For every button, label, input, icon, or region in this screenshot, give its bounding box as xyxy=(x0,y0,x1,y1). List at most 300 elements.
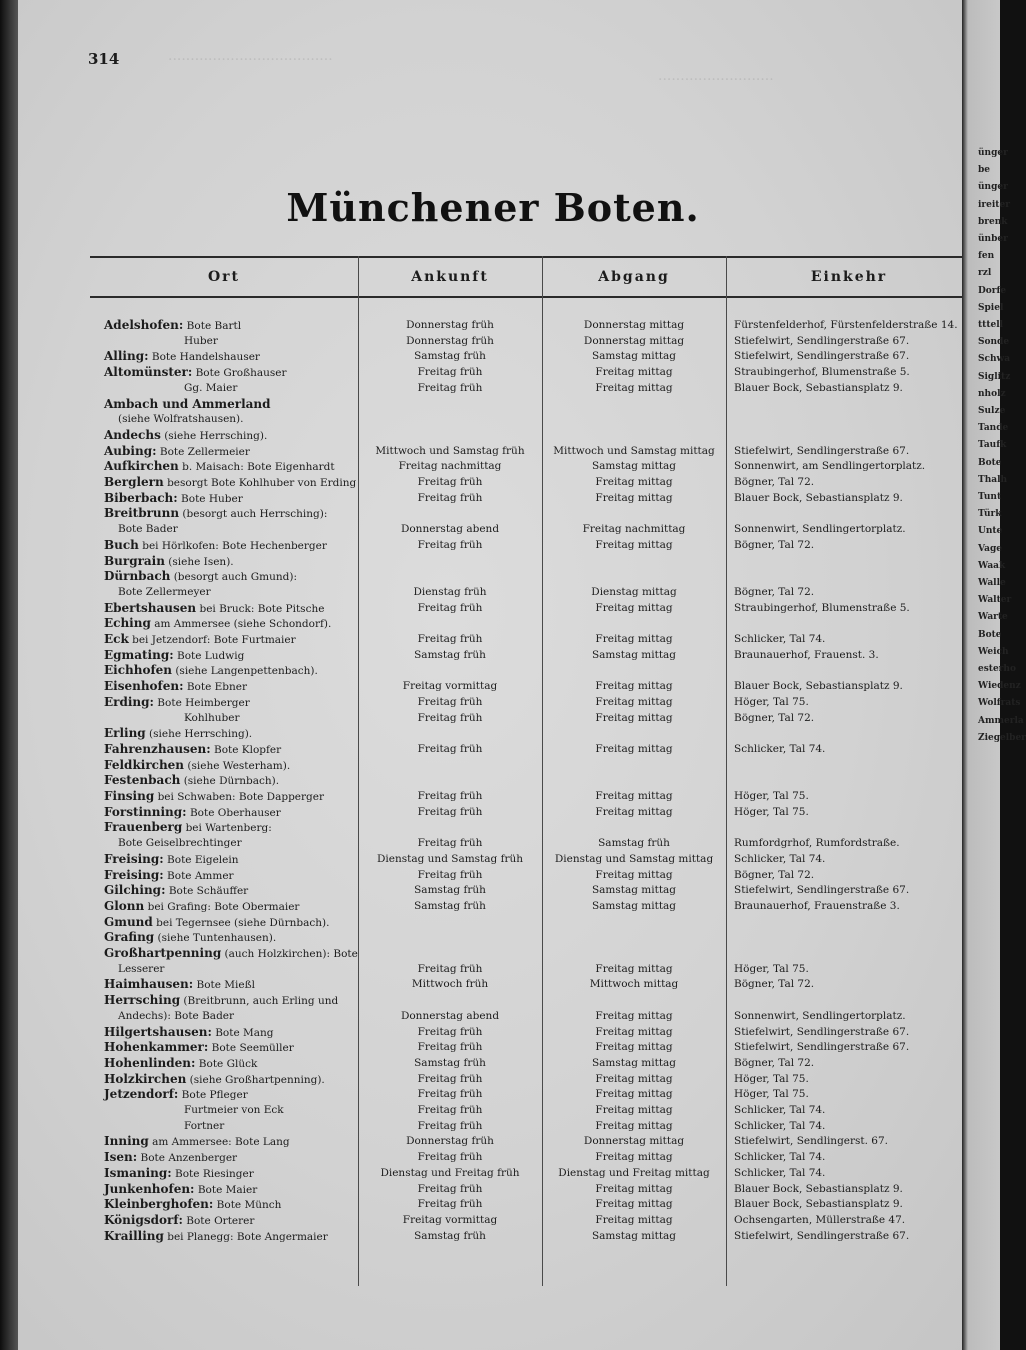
place-name: Biberbach: xyxy=(104,490,178,505)
cell-ankunft: Freitag früh xyxy=(417,538,483,551)
cell-einkehr: Braunauerhof, Frauenstraße 3. xyxy=(734,899,900,912)
margin-fragment: Wolfrats xyxy=(978,698,1021,709)
cell-einkehr: Schlicker, Tal 74. xyxy=(734,742,826,755)
place-detail: Lesserer xyxy=(118,962,165,975)
table-row xyxy=(90,805,972,821)
cell-ankunft: Freitag früh xyxy=(417,837,483,850)
cell-ankunft: Freitag früh xyxy=(417,1198,483,1211)
place-detail: Kohlhuber xyxy=(184,711,240,724)
cell-ort xyxy=(104,1229,358,1246)
cell-abgang: Freitag mittag xyxy=(595,805,673,818)
cell-einkehr: Blauer Bock, Sebastiansplatz 9. xyxy=(734,680,903,693)
cell-ankunft: Freitag früh xyxy=(417,742,483,755)
place-detail: b. Maisach: Bote Eigenhardt xyxy=(178,461,335,474)
table-row xyxy=(90,601,972,617)
cell-abgang: Freitag mittag xyxy=(595,711,673,724)
cell-einkehr: Sonnenwirt, Sendlingertorplatz. xyxy=(734,523,906,536)
cell-ort xyxy=(104,412,372,428)
cell-einkehr: Rumfordgrhof, Rumfordstraße. xyxy=(734,837,900,850)
table-row xyxy=(90,1087,972,1103)
cell-abgang: Samstag mittag xyxy=(591,648,677,661)
cell-abgang: Freitag mittag xyxy=(595,1182,673,1195)
table-row xyxy=(90,915,972,931)
cell-abgang: Freitag mittag xyxy=(595,491,673,504)
table-row xyxy=(90,836,972,852)
cell-abgang: Samstag mittag xyxy=(591,460,677,473)
cell-einkehr: Höger, Tal 75. xyxy=(734,962,809,975)
place-detail: Bote Glück xyxy=(195,1057,258,1070)
cell-abgang: Freitag mittag xyxy=(595,1025,673,1038)
place-detail: bei Schwaben: Bote Dapperger xyxy=(154,791,324,803)
place-name: Erding: xyxy=(104,694,154,709)
cell-ort xyxy=(104,773,358,790)
cell-einkehr: Stiefelwirt, Sendlingerstraße 67. xyxy=(734,1041,910,1054)
cell-abgang: Freitag mittag xyxy=(595,1198,673,1211)
table-row xyxy=(90,1213,972,1229)
place-name: Breitbrunn xyxy=(104,506,180,521)
cell-ort xyxy=(104,444,358,461)
column-header-einkehr: Einkehr xyxy=(810,269,888,285)
table-row xyxy=(90,663,972,679)
cell-einkehr: Bögner, Tal 72. xyxy=(734,868,815,881)
place-name: Krailling xyxy=(104,1228,164,1243)
place-detail: Bote Mang xyxy=(211,1026,274,1039)
place-detail: Bote Zellermeyer xyxy=(118,585,211,598)
cell-ankunft: Freitag früh xyxy=(417,633,483,645)
cell-ankunft: Samstag früh xyxy=(414,350,486,363)
place-detail: (besorgt auch Herrsching): xyxy=(179,508,328,521)
cell-ankunft: Samstag früh xyxy=(414,1056,486,1069)
cell-ort xyxy=(104,695,358,712)
cell-ankunft: Dienstag und Samstag früh xyxy=(376,852,524,865)
table-row xyxy=(90,742,972,758)
place-name: Aubing: xyxy=(104,443,157,458)
cell-ort xyxy=(104,1056,358,1073)
margin-fragment: Sulze xyxy=(978,406,1006,416)
place-detail: Bote Heimberger xyxy=(153,696,250,709)
table-row xyxy=(90,679,972,695)
cell-ort xyxy=(104,318,358,335)
margin-fragment: Walter xyxy=(978,595,1012,606)
table-row xyxy=(90,758,972,774)
place-name: Gmund xyxy=(104,914,153,929)
cell-abgang: Freitag mittag xyxy=(595,1072,673,1085)
table-row xyxy=(90,569,972,585)
cell-ort xyxy=(104,1040,358,1057)
table-row xyxy=(90,554,972,570)
cell-abgang: Donnerstag mittag xyxy=(583,1135,685,1148)
cell-ort xyxy=(104,679,358,696)
cell-abgang: Freitag mittag xyxy=(595,962,673,975)
cell-ankunft: Freitag früh xyxy=(417,790,483,802)
place-name: Eck xyxy=(104,632,129,646)
place-detail: Bote Huber xyxy=(177,492,243,505)
place-detail: Bote Orterer xyxy=(182,1214,255,1227)
margin-fragment: Tunt xyxy=(978,492,1002,502)
cell-einkehr: Ochsengarten, Müllerstraße 47. xyxy=(734,1213,906,1226)
cell-ort xyxy=(104,349,358,366)
cell-ankunft: Samstag früh xyxy=(414,899,486,912)
cell-abgang: Freitag mittag xyxy=(595,1104,673,1116)
cell-ort xyxy=(104,522,372,538)
cell-ort xyxy=(104,1150,358,1167)
cell-abgang: Donnerstag mittag xyxy=(583,334,685,347)
place-name: Hohenkammer: xyxy=(104,1040,209,1055)
cell-ankunft: Donnerstag abend xyxy=(400,523,500,536)
cell-ankunft: Freitag früh xyxy=(417,476,483,488)
cell-ankunft: Freitag früh xyxy=(417,1025,483,1038)
cell-einkehr: Schlicker, Tal 74. xyxy=(734,852,826,865)
place-name: Andechs xyxy=(104,427,161,442)
place-detail: Andechs): Bote Bader xyxy=(118,1009,235,1022)
cell-ort xyxy=(104,836,372,852)
cell-ort xyxy=(104,601,358,618)
table-row xyxy=(90,1040,972,1056)
table-row xyxy=(90,773,972,789)
place-detail: Bote Ebner xyxy=(183,681,248,694)
cell-abgang: Freitag mittag xyxy=(595,381,673,394)
cell-abgang: Freitag mittag xyxy=(595,633,673,645)
cell-einkehr: Bögner, Tal 72. xyxy=(734,1056,815,1069)
place-detail: Bote Bader xyxy=(118,523,178,536)
cell-abgang: Mittwoch mittag xyxy=(589,978,679,991)
place-detail: Bote Anzenberger xyxy=(137,1152,238,1165)
cell-ort xyxy=(104,742,358,759)
cell-ankunft: Dienstag früh xyxy=(413,585,487,598)
table-row xyxy=(90,506,972,522)
cell-einkehr: Höger, Tal 75. xyxy=(734,805,809,818)
place-detail: Gg. Maier xyxy=(184,381,238,394)
place-name: Dürnbach xyxy=(104,569,171,584)
cell-ort xyxy=(104,883,358,900)
cell-ankunft: Freitag früh xyxy=(417,711,483,724)
place-detail: (siehe Wolfratshausen). xyxy=(118,413,244,426)
cell-ort xyxy=(104,663,358,680)
cell-ankunft: Freitag früh xyxy=(417,805,483,818)
place-name: Großhartpenning xyxy=(104,946,222,960)
cell-einkehr: Stiefelwirt, Sendlingerstraße 67. xyxy=(734,884,910,897)
column-header-abgang: Abgang xyxy=(598,269,670,285)
place-name: Haimhausen: xyxy=(104,977,194,992)
cell-abgang: Samstag früh xyxy=(598,837,670,850)
table-row xyxy=(90,1103,972,1119)
cell-einkehr: Blauer Bock, Sebastiansplatz 9. xyxy=(734,381,903,394)
margin-fragment: Spiel xyxy=(978,302,1004,313)
place-name: Königsdorf: xyxy=(104,1212,183,1227)
cell-abgang: Freitag mittag xyxy=(595,1088,673,1101)
table-row xyxy=(90,899,972,915)
place-name: Eichhofen xyxy=(104,663,172,678)
cell-ort xyxy=(104,946,358,963)
place-name: Ebertshausen xyxy=(104,600,197,615)
cell-ort xyxy=(104,868,358,885)
margin-fragment: ünger xyxy=(978,148,1008,158)
cell-ort xyxy=(104,585,372,601)
cell-einkehr: Blauer Bock, Sebastiansplatz 9. xyxy=(734,491,903,504)
cell-ort xyxy=(104,365,358,382)
table-row xyxy=(90,711,972,727)
place-name: Glonn xyxy=(104,898,145,913)
cell-einkehr: Bögner, Tal 72. xyxy=(734,538,815,551)
table-row xyxy=(90,585,972,601)
margin-fragment: Thalh xyxy=(978,474,1008,485)
place-detail: (siehe Langenpettenbach). xyxy=(172,665,318,678)
place-detail: Bote Schäuffer xyxy=(165,885,249,898)
cell-ort xyxy=(104,1087,358,1104)
cell-ankunft: Freitag früh xyxy=(417,1088,483,1101)
place-detail: bei Tegernsee (siehe Dürnbach). xyxy=(152,916,330,929)
margin-fragment: Taufk xyxy=(978,440,1007,451)
cell-ankunft: Samstag früh xyxy=(414,884,486,897)
margin-fragment: Tande xyxy=(978,423,1009,434)
margin-fragment: esterho xyxy=(978,664,1016,674)
column-header-ort: Ort xyxy=(207,269,241,285)
margin-fragment: Wiedenz xyxy=(978,681,1021,692)
place-name: Jetzendorf: xyxy=(104,1087,179,1102)
cell-einkehr: Schlicker, Tal 74. xyxy=(734,1104,826,1116)
place-detail: Bote Bartl xyxy=(183,320,242,332)
place-detail: (siehe Herrsching). xyxy=(160,429,268,442)
cell-abgang: Freitag mittag xyxy=(595,538,673,551)
cell-ort xyxy=(104,538,358,555)
table-header-rule xyxy=(90,296,972,298)
place-name: Adelshofen: xyxy=(104,318,184,332)
table-row xyxy=(90,930,972,946)
table-row xyxy=(90,1229,972,1245)
table-row xyxy=(90,318,972,334)
table-row xyxy=(90,726,972,742)
place-name: Holzkirchen xyxy=(104,1071,187,1086)
column-header-ankunft: Ankunft xyxy=(411,269,489,285)
place-name: Kleinberghofen: xyxy=(104,1197,214,1212)
margin-fragment: rzl xyxy=(978,268,992,279)
cell-ankunft: Freitag früh xyxy=(417,1041,483,1054)
cell-ankunft: Freitag früh xyxy=(417,1119,483,1132)
cell-einkehr: Straubingerhof, Blumenstraße 5. xyxy=(734,366,910,379)
place-name: Buch xyxy=(104,537,139,552)
place-detail: Bote Handelshauser xyxy=(148,351,260,364)
cell-ort xyxy=(104,1166,358,1183)
table-row xyxy=(90,334,972,350)
cell-ort xyxy=(104,632,358,649)
margin-fragment: Waak xyxy=(978,560,1006,571)
place-detail: bei Hörlkofen: Bote Hechenberger xyxy=(138,539,327,552)
place-name: Fahrenzhausen: xyxy=(104,741,211,756)
table-row xyxy=(90,475,972,491)
cell-abgang: Freitag mittag xyxy=(595,366,673,379)
table-row xyxy=(90,365,972,381)
place-name: Alling: xyxy=(104,349,149,364)
place-name: Finsing xyxy=(104,789,155,803)
place-detail: Bote Münch xyxy=(213,1199,282,1212)
place-name: Forstinning: xyxy=(104,804,187,819)
cell-einkehr: Stiefelwirt, Sendlingerstraße 67. xyxy=(734,350,910,363)
cell-ankunft: Freitag früh xyxy=(417,366,483,379)
cell-ort xyxy=(104,915,358,932)
cell-ankunft: Freitag nachmittag xyxy=(398,460,502,473)
table-row xyxy=(90,883,972,899)
cell-ankunft: Freitag früh xyxy=(417,1182,483,1195)
cell-ort xyxy=(104,726,358,743)
cell-abgang: Freitag mittag xyxy=(595,601,673,614)
cell-ankunft: Freitag früh xyxy=(417,695,483,708)
cell-ankunft: Freitag früh xyxy=(417,1072,483,1085)
cell-ankunft: Freitag früh xyxy=(417,381,483,394)
place-name: Ismaning: xyxy=(104,1165,172,1180)
cell-abgang: Freitag mittag xyxy=(595,1213,673,1226)
cell-ort xyxy=(104,852,358,869)
cell-ort xyxy=(104,1182,358,1199)
table-row xyxy=(90,1166,972,1182)
cell-ort xyxy=(104,616,358,633)
table-row xyxy=(90,491,972,507)
cell-ankunft: Dienstag und Freitag früh xyxy=(380,1166,520,1179)
table-row xyxy=(90,522,972,538)
margin-fragment: Bote xyxy=(978,457,1002,468)
cell-ort xyxy=(104,459,358,476)
place-detail: bei Planegg: Bote Angermaier xyxy=(163,1230,328,1243)
table-row xyxy=(90,381,972,397)
table-row xyxy=(90,1182,972,1198)
cell-einkehr: Schlicker, Tal 74. xyxy=(734,633,826,645)
table-row xyxy=(90,1134,972,1150)
table-row xyxy=(90,993,972,1009)
margin-fragment: ünber xyxy=(978,234,1008,244)
cell-einkehr: Höger, Tal 75. xyxy=(734,695,809,708)
cell-abgang: Freitag mittag xyxy=(595,680,673,693)
place-name: Hohenlinden: xyxy=(104,1055,196,1070)
cell-ankunft: Mittwoch früh xyxy=(411,978,489,991)
place-detail: am Ammersee (siehe Schondorf). xyxy=(150,618,332,631)
place-detail: Bote Mießl xyxy=(193,979,255,992)
cell-ankunft: Freitag früh xyxy=(417,1104,483,1116)
table-row xyxy=(90,616,972,632)
margin-fragment: Türk xyxy=(978,509,1002,520)
cell-ort xyxy=(104,428,358,445)
place-detail: bei Bruck: Bote Pitsche xyxy=(196,602,325,615)
cell-ort xyxy=(104,1009,372,1025)
margin-fragment: fen xyxy=(978,251,995,262)
cell-ort xyxy=(104,758,358,775)
margin-fragment: Ziegelber xyxy=(978,732,1026,743)
table-row xyxy=(90,695,972,711)
table-row xyxy=(90,1197,972,1213)
margin-fragment: Weich xyxy=(978,646,1009,657)
table-row xyxy=(90,1056,972,1072)
cell-ankunft: Freitag früh xyxy=(417,1151,483,1164)
cell-einkehr: Bögner, Tal 72. xyxy=(734,476,815,488)
cell-ankunft: Freitag früh xyxy=(417,868,483,881)
margin-fragment: ireiter xyxy=(978,199,1010,210)
cell-einkehr: Schlicker, Tal 74. xyxy=(734,1119,826,1132)
cell-ankunft: Donnerstag früh xyxy=(406,1135,494,1148)
cell-ort xyxy=(104,397,358,414)
table-row xyxy=(90,459,972,475)
page-title: Münchener Boten. xyxy=(286,185,700,230)
place-name: Junkenhofen: xyxy=(104,1181,195,1196)
place-name: Altomünster: xyxy=(104,365,193,380)
margin-fragment: Vage xyxy=(978,543,1003,554)
cell-einkehr: Blauer Bock, Sebastiansplatz 9. xyxy=(734,1198,903,1211)
cell-einkehr: Höger, Tal 75. xyxy=(734,1072,809,1085)
table-row xyxy=(90,946,972,962)
table-row xyxy=(90,1025,972,1041)
place-detail: bei Jetzendorf: Bote Furtmaier xyxy=(128,634,296,646)
table-row xyxy=(90,397,972,413)
margin-fragment: nholz xyxy=(978,388,1006,399)
place-name: Aufkirchen xyxy=(104,459,179,474)
place-detail: (siehe Westerham). xyxy=(184,759,291,772)
table-row xyxy=(90,632,972,648)
cell-ort xyxy=(104,1197,358,1214)
margin-fragment: Sonde xyxy=(978,337,1010,348)
cell-abgang: Freitag mittag xyxy=(595,1009,673,1022)
cell-abgang: Freitag mittag xyxy=(595,1041,673,1054)
cell-einkehr: Schlicker, Tal 74. xyxy=(734,1166,826,1179)
cell-abgang: Freitag mittag xyxy=(595,790,673,802)
cell-abgang: Samstag mittag xyxy=(591,884,677,897)
margin-fragment: Ammerla xyxy=(978,715,1024,726)
table-row xyxy=(90,538,972,554)
cell-ankunft: Freitag früh xyxy=(417,601,483,614)
cell-einkehr: Schlicker, Tal 74. xyxy=(734,1151,826,1164)
table-row xyxy=(90,428,972,444)
cell-ankunft: Mittwoch und Samstag früh xyxy=(375,444,525,457)
place-detail: (Breitbrunn, auch Erling und xyxy=(180,995,339,1008)
table-row xyxy=(90,820,972,836)
place-detail: (siehe Tuntenhausen). xyxy=(154,932,277,945)
cell-einkehr: Stiefelwirt, Sendlingerst. 67. xyxy=(734,1135,889,1148)
place-detail: Bote Oberhauser xyxy=(186,806,281,819)
cell-ort xyxy=(104,789,358,806)
place-name: Burgrain xyxy=(104,553,165,568)
table-row xyxy=(90,868,972,884)
cell-ort xyxy=(104,899,358,916)
table-row xyxy=(90,962,972,978)
place-name: Festenbach xyxy=(104,773,181,788)
cell-abgang: Dienstag mittag xyxy=(591,585,677,598)
table-row xyxy=(90,852,972,868)
cell-abgang: Freitag mittag xyxy=(595,695,673,708)
cell-ort xyxy=(104,1025,358,1042)
cell-einkehr: Braunauerhof, Frauenst. 3. xyxy=(734,648,879,661)
cell-ort xyxy=(104,820,358,837)
cell-abgang: Freitag mittag xyxy=(595,1119,673,1132)
cell-abgang: Samstag mittag xyxy=(591,899,677,912)
place-name: Eching xyxy=(104,616,151,631)
table-row xyxy=(90,412,972,428)
place-detail: Bote Zellermeier xyxy=(156,445,250,458)
cell-einkehr: Bögner, Tal 72. xyxy=(734,711,815,724)
cell-ankunft: Donnerstag früh xyxy=(406,319,494,331)
cell-ort xyxy=(104,930,358,947)
place-name: Freising: xyxy=(104,867,164,882)
table-row xyxy=(90,977,972,993)
table-row xyxy=(90,1150,972,1166)
table-row xyxy=(90,648,972,664)
cell-einkehr: Bögner, Tal 72. xyxy=(734,585,815,598)
cell-ort xyxy=(104,1134,358,1151)
cell-ankunft: Donnerstag früh xyxy=(406,334,494,347)
place-name: Herrsching xyxy=(104,993,181,1008)
place-detail: (besorgt auch Gmund): xyxy=(170,571,297,584)
cell-abgang: Freitag mittag xyxy=(595,868,673,881)
cell-abgang: Freitag mittag xyxy=(595,476,673,488)
place-detail: bei Grafing: Bote Obermaier xyxy=(144,900,300,913)
place-detail: Bote Geiselbrechtinger xyxy=(118,837,242,850)
place-detail: bei Wartenberg: xyxy=(182,822,272,835)
place-detail: Fortner xyxy=(184,1119,225,1132)
